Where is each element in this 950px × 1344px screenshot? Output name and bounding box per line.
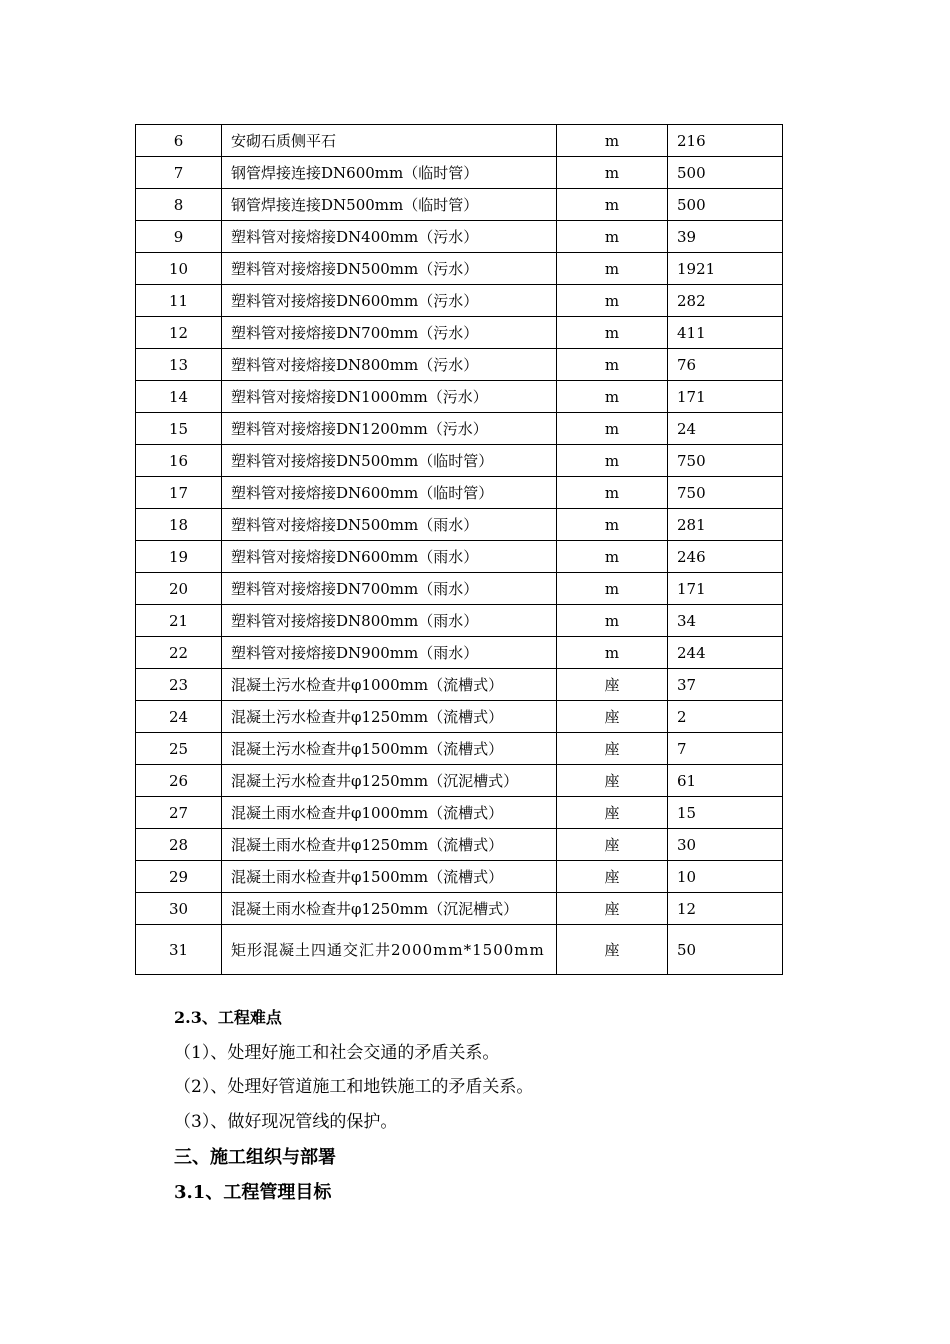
table-row — [136, 573, 783, 605]
quantity-cell: 61 — [668, 765, 783, 797]
unit-cell: 座 — [557, 765, 668, 797]
item-name-cell: 塑料管对接熔接DN800mm（雨水） — [222, 605, 557, 637]
quantity-table — [135, 124, 783, 975]
unit-cell: m — [557, 349, 668, 381]
unit-cell: m — [557, 509, 668, 541]
quantity-cell: 750 — [668, 445, 783, 477]
table-row — [136, 733, 783, 765]
table-row — [136, 797, 783, 829]
row-number-cell: 8 — [136, 189, 222, 221]
item-name-cell: 塑料管对接熔接DN500mm（雨水） — [222, 509, 557, 541]
sub-heading-3-1: 3.1、工程管理目标 — [174, 1182, 332, 1203]
row-number-cell: 11 — [136, 285, 222, 317]
chapter-heading: 三、施工组织与部署 — [174, 1147, 336, 1168]
item-name-cell: 塑料管对接熔接DN900mm（雨水） — [222, 637, 557, 669]
unit-cell: m — [557, 285, 668, 317]
table-row — [136, 413, 783, 445]
row-number-cell: 16 — [136, 445, 222, 477]
unit-cell: m — [557, 477, 668, 509]
table-row — [136, 317, 783, 349]
difficulty-item-3: （3）、做好现况管线的保护。 — [174, 1112, 398, 1132]
item-name-cell: 混凝土雨水检查井φ1500mm（流槽式） — [222, 861, 557, 893]
row-number-cell: 29 — [136, 861, 222, 893]
table-row — [136, 829, 783, 861]
unit-cell: m — [557, 189, 668, 221]
row-number-cell: 15 — [136, 413, 222, 445]
table-row — [136, 477, 783, 509]
row-number-cell: 25 — [136, 733, 222, 765]
row-number-cell: 14 — [136, 381, 222, 413]
quantity-cell: 171 — [668, 381, 783, 413]
quantity-cell: 7 — [668, 733, 783, 765]
quantity-cell: 282 — [668, 285, 783, 317]
row-number-cell: 6 — [136, 125, 222, 157]
difficulty-item-1: （1）、处理好施工和社会交通的矛盾关系。 — [174, 1043, 500, 1063]
table-row — [136, 445, 783, 477]
item-name-cell: 塑料管对接熔接DN700mm（污水） — [222, 317, 557, 349]
unit-cell: m — [557, 637, 668, 669]
quantity-cell: 171 — [668, 573, 783, 605]
row-number-cell: 7 — [136, 157, 222, 189]
unit-cell: m — [557, 317, 668, 349]
item-name-cell: 混凝土雨水检查井φ1000mm（流槽式） — [222, 797, 557, 829]
row-number-cell: 27 — [136, 797, 222, 829]
item-name-cell: 塑料管对接熔接DN500mm（污水） — [222, 253, 557, 285]
item-name-cell: 混凝土雨水检查井φ1250mm（流槽式） — [222, 829, 557, 861]
table-row — [136, 381, 783, 413]
item-name-cell: 塑料管对接熔接DN600mm（临时管） — [222, 477, 557, 509]
unit-cell: m — [557, 413, 668, 445]
item-name-cell: 塑料管对接熔接DN1000mm（污水） — [222, 381, 557, 413]
quantity-cell: 216 — [668, 125, 783, 157]
table-row — [136, 541, 783, 573]
row-number-cell: 30 — [136, 893, 222, 925]
quantity-cell: 2 — [668, 701, 783, 733]
unit-cell: m — [557, 221, 668, 253]
table-row — [136, 637, 783, 669]
quantity-cell: 15 — [668, 797, 783, 829]
unit-cell: 座 — [557, 797, 668, 829]
item-name-cell: 钢管焊接连接DN600mm（临时管） — [222, 157, 557, 189]
row-number-cell: 28 — [136, 829, 222, 861]
item-name-cell: 塑料管对接熔接DN400mm（污水） — [222, 221, 557, 253]
item-name-cell: 钢管焊接连接DN500mm（临时管） — [222, 189, 557, 221]
table-row — [136, 701, 783, 733]
quantity-cell: 246 — [668, 541, 783, 573]
table-row — [136, 669, 783, 701]
table-row — [136, 285, 783, 317]
unit-cell: m — [557, 381, 668, 413]
item-name-cell: 混凝土污水检查井φ1250mm（沉泥槽式） — [222, 765, 557, 797]
unit-cell: 座 — [557, 829, 668, 861]
quantity-cell: 244 — [668, 637, 783, 669]
unit-cell: m — [557, 253, 668, 285]
unit-cell: 座 — [557, 925, 668, 975]
row-number-cell: 23 — [136, 669, 222, 701]
quantity-cell: 10 — [668, 861, 783, 893]
unit-cell: m — [557, 605, 668, 637]
table-row — [136, 509, 783, 541]
quantity-cell: 411 — [668, 317, 783, 349]
table-row — [136, 157, 783, 189]
row-number-cell: 18 — [136, 509, 222, 541]
item-name-cell: 塑料管对接熔接DN700mm（雨水） — [222, 573, 557, 605]
item-name-cell: 塑料管对接熔接DN600mm（污水） — [222, 285, 557, 317]
quantity-cell: 30 — [668, 829, 783, 861]
row-number-cell: 10 — [136, 253, 222, 285]
item-name-cell: 塑料管对接熔接DN500mm（临时管） — [222, 445, 557, 477]
unit-cell: 座 — [557, 669, 668, 701]
item-name-cell: 塑料管对接熔接DN600mm（雨水） — [222, 541, 557, 573]
row-number-cell: 9 — [136, 221, 222, 253]
unit-cell: 座 — [557, 861, 668, 893]
unit-cell: m — [557, 541, 668, 573]
unit-cell: m — [557, 573, 668, 605]
item-name-cell: 混凝土污水检查井φ1250mm（流槽式） — [222, 701, 557, 733]
unit-cell: 座 — [557, 733, 668, 765]
row-number-cell: 31 — [136, 925, 222, 975]
table-row — [136, 349, 783, 381]
quantity-cell: 34 — [668, 605, 783, 637]
quantity-cell: 37 — [668, 669, 783, 701]
table-row — [136, 861, 783, 893]
unit-cell: m — [557, 125, 668, 157]
quantity-table-body — [136, 125, 783, 975]
table-row — [136, 605, 783, 637]
item-name-cell: 混凝土污水检查井φ1000mm（流槽式） — [222, 669, 557, 701]
row-number-cell: 13 — [136, 349, 222, 381]
item-name-cell: 混凝土污水检查井φ1500mm（流槽式） — [222, 733, 557, 765]
quantity-cell: 50 — [668, 925, 783, 975]
quantity-cell: 12 — [668, 893, 783, 925]
table-row — [136, 125, 783, 157]
unit-cell: 座 — [557, 701, 668, 733]
row-number-cell: 12 — [136, 317, 222, 349]
item-name-cell: 塑料管对接熔接DN800mm（污水） — [222, 349, 557, 381]
unit-cell: 座 — [557, 893, 668, 925]
quantity-cell: 39 — [668, 221, 783, 253]
table-row — [136, 189, 783, 221]
unit-cell: m — [557, 157, 668, 189]
row-number-cell: 19 — [136, 541, 222, 573]
table-row — [136, 765, 783, 797]
quantity-cell: 24 — [668, 413, 783, 445]
quantity-cell: 76 — [668, 349, 783, 381]
section-heading-2-3: 2.3、工程难点 — [174, 1008, 282, 1027]
item-name-cell: 混凝土雨水检查井φ1250mm（沉泥槽式） — [222, 893, 557, 925]
quantity-cell: 750 — [668, 477, 783, 509]
row-number-cell: 22 — [136, 637, 222, 669]
row-number-cell: 17 — [136, 477, 222, 509]
row-number-cell: 21 — [136, 605, 222, 637]
difficulty-item-2: （2）、处理好管道施工和地铁施工的矛盾关系。 — [174, 1077, 534, 1097]
table-row — [136, 253, 783, 285]
table-row — [136, 925, 783, 975]
row-number-cell: 26 — [136, 765, 222, 797]
item-name-cell: 矩形混凝土四通交汇井2000mm*1500mm — [222, 925, 557, 975]
quantity-cell: 281 — [668, 509, 783, 541]
row-number-cell: 20 — [136, 573, 222, 605]
unit-cell: m — [557, 445, 668, 477]
table-row — [136, 221, 783, 253]
quantity-cell: 500 — [668, 189, 783, 221]
quantity-cell: 1921 — [668, 253, 783, 285]
row-number-cell: 24 — [136, 701, 222, 733]
item-name-cell: 安砌石质侧平石 — [222, 125, 557, 157]
item-name-cell: 塑料管对接熔接DN1200mm（污水） — [222, 413, 557, 445]
quantity-cell: 500 — [668, 157, 783, 189]
table-row — [136, 893, 783, 925]
